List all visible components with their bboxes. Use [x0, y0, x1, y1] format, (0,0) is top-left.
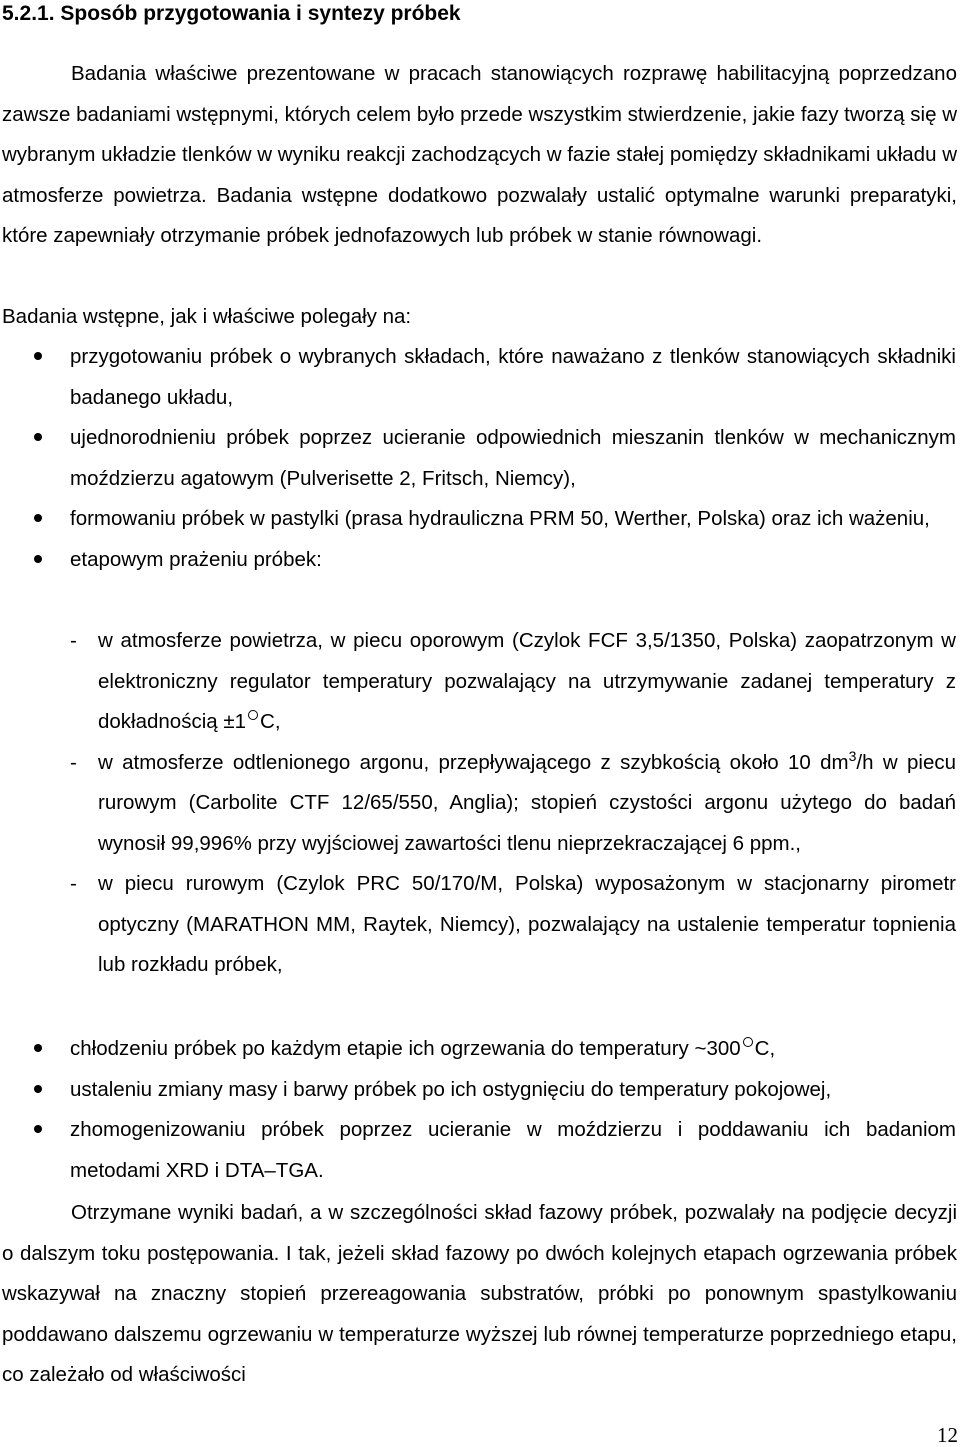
section-heading: 5.2.1. Sposób przygotowania i syntezy próbek — [2, 2, 461, 25]
heating-air-text: w atmosferze powietrza, w piecu oporowym (Czylok FCF 3,5/1350, Polska) zaopatrzonym w elektroniczny regulator temperatury pozwalający na utrzymywanie zadanej temperatury z dokładnością ±1 — [98, 629, 956, 733]
cooling-unit: C, — [754, 1037, 776, 1060]
dash-marker: - — [70, 872, 77, 895]
procedure-list — [0, 337, 960, 580]
list-item-text: zhomogenizowaniu próbek poprzez ucieranie w moździerzu i poddawaniu ich badaniom metodami XRD i DTA–TGA. — [70, 1118, 956, 1182]
intro-paragraph: Badania właściwe prezentowane w pracach stanowiących rozprawę habilitacyjną poprzedzano zawsze badaniami wstępnymi, których celem było przede wszystkim stwierdzenie, jakie fazy tworzą się w wybranym układzie tlenków w wyniku reakcji zachodzących w fazie stałej pomiędzy składnikami układu w atmosferze powietrza. Badania wstępne dodatkowo pozwalały ustalić optymalne warunki preparatyki, które zapewniały otrzymanie próbek jednofazowych lub próbek w stanie równowagi. — [2, 62, 957, 247]
degree-icon — [743, 1037, 753, 1047]
list-item — [0, 337, 956, 418]
superscript-3: 3 — [848, 747, 857, 764]
heating-pyrometer-item — [0, 864, 956, 986]
bullet-icon — [34, 555, 42, 563]
closing-paragraph: Otrzymane wyniki badań, a w szczególności skład fazowy próbek, pozwalały na podjęcie decyzji o dalszym toku postępowania. I tak, jeżeli skład fazowy po dwóch kolejnych etapach ogrzewania próbek wskazywał na znaczny stopień przereagowania substratów, próbki po ponownym spastylkowaniu poddawano dalszemu ogrzewaniu w temperaturze wyższej lub równej temperaturze poprzedniego etapu, co zależało od właściwości — [2, 1201, 957, 1386]
heating-argon-item — [0, 743, 956, 865]
bullet-icon — [34, 1125, 42, 1133]
list-intro: Badania wstępne, jak i właściwe polegały na: — [2, 305, 412, 328]
list-item — [0, 499, 956, 540]
bullet-icon — [34, 433, 42, 441]
procedure-list-continued — [0, 1029, 960, 1191]
heating-sublist — [0, 621, 960, 986]
bullet-icon — [34, 1044, 42, 1052]
bullet-icon — [34, 514, 42, 522]
cooling-text: chłodzeniu próbek po każdym etapie ich ogrzewania do temperatury ~300 — [70, 1037, 741, 1060]
list-item-text: etapowym prażeniu próbek: — [70, 547, 322, 571]
list-item-text: formowaniu próbek w pastylki (prasa hydrauliczna PRM 50, Werther, Polska) oraz ich ważeniu, — [70, 507, 930, 530]
list-item — [0, 1070, 956, 1111]
list-item — [0, 540, 956, 581]
list-item-text: ujednorodnieniu próbek poprzez ucieranie odpowiednich mieszanin tlenków w mechanicznym moździerzu agatowym (Pulverisette 2, Fritsch, Niemcy), — [70, 426, 956, 490]
heating-argon-text: w atmosferze odtlenionego argonu, przepływającego z szybkością około 10 dm — [98, 750, 849, 774]
dash-marker: - — [70, 629, 77, 652]
list-item-text: przygotowaniu próbek o wybranych składach, które naważano z tlenków stanowiących składniki badanego układu, — [70, 345, 956, 409]
heating-argon-text-end: /h w piecu rurowym (Carbolite CTF 12/65/550, Anglia); stopień czystości argonu użytego do badań wynosił 99,996% przy wyjściowej zawartości tlenu nieprzekraczającej 6 ppm., — [98, 750, 956, 855]
bullet-icon — [34, 352, 42, 360]
list-item — [0, 418, 956, 499]
page-number: 12 — [937, 1423, 958, 1447]
dash-marker: - — [70, 750, 77, 774]
list-item — [0, 1110, 956, 1191]
list-item-text: ustaleniu zmiany masy i barwy próbek po ich ostygnięciu do temperatury pokojowej, — [70, 1077, 832, 1101]
list-item — [0, 1029, 956, 1070]
bullet-icon — [34, 1085, 42, 1093]
heating-air-item — [0, 621, 956, 743]
heating-air-unit: C, — [260, 710, 281, 733]
heating-pyrometer-text: w piecu rurowym (Czylok PRC 50/170/M, Polska) wyposażonym w stacjonarny pirometr optyczny (MARATHON MM, Raytek, Niemcy), pozwalający na ustalenie temperatur topnienia lub rozkładu próbek, — [98, 872, 956, 976]
degree-icon — [248, 710, 258, 720]
